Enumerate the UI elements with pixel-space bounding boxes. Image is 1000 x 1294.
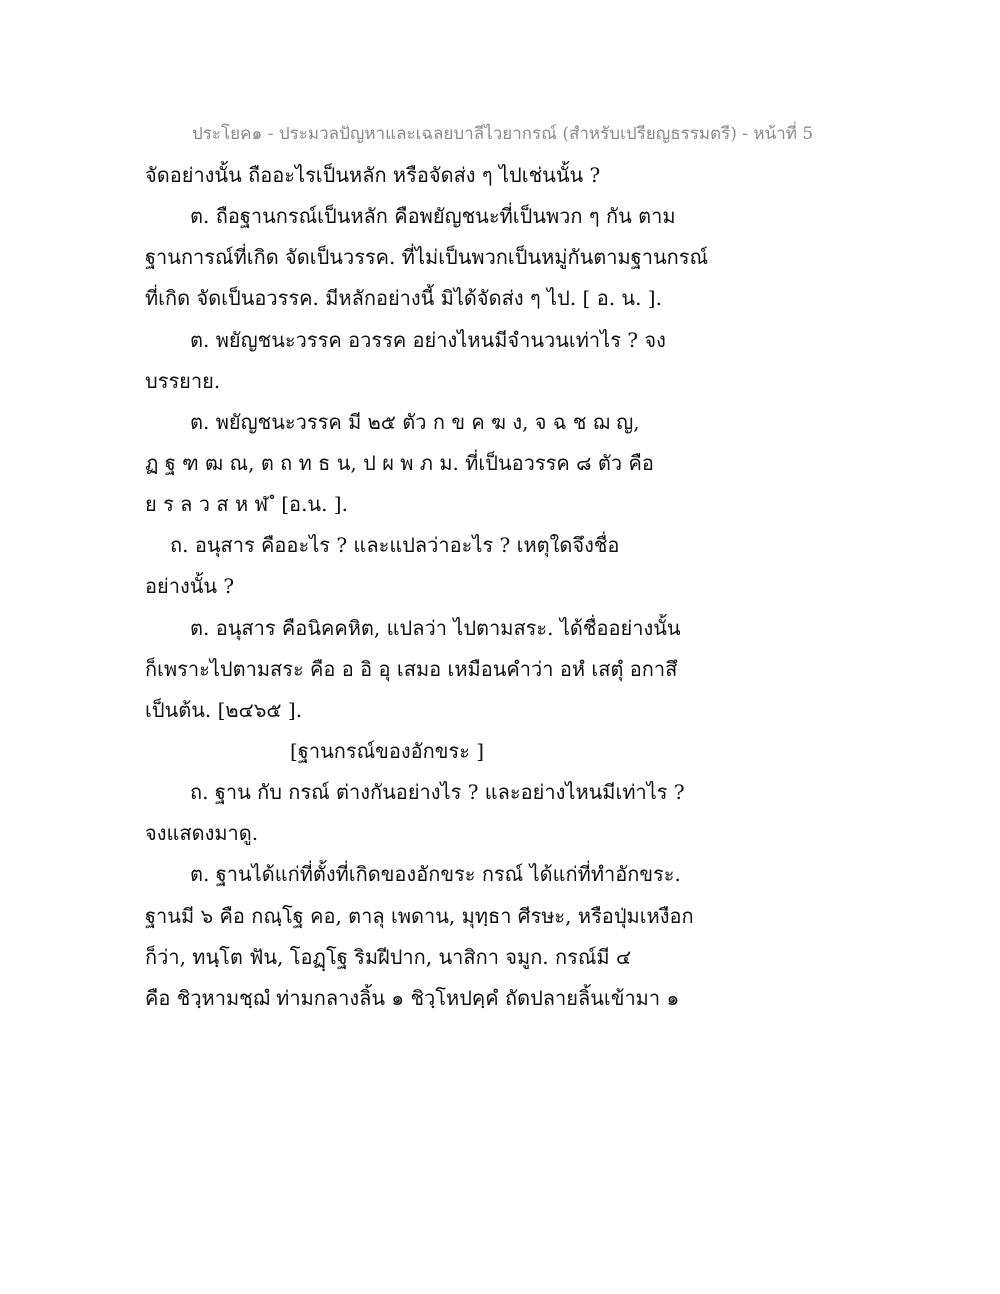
text-line: ถ. ฐาน กับ กรณ์ ต่างกันอย่างไร ? และอย่างไหนมีเท่าไร ? <box>190 780 685 804</box>
text-line: อย่างนั้น ? <box>145 574 235 598</box>
text-line: ต. พยัญชนะวรรค อวรรค อย่างไหนมีจำนวนเท่าไร ? จง <box>190 328 666 352</box>
text-line: ก็ว่า, ทนฺโต ฟัน, โอฏฺโฐ ริมฝีปาก, นาสิกา จมูก. กรณ์มี ๔ <box>145 945 632 969</box>
text-line: ฐานมี ๖ คือ กณฺโฐ คอ, ตาลุ เพดาน, มุทฺธา ศีรษะ, หรือปุ่มเหงือก <box>145 904 694 928</box>
text-line: ต. ถือฐานกรณ์เป็นหลัก คือพยัญชนะที่เป็นพวก ๆ กัน ตาม <box>190 204 676 228</box>
text-line: ย ร ล ว ส ห ฬ ํ [อ.น. ]. <box>145 492 348 516</box>
text-line: ที่เกิด จัดเป็นอวรรค. มีหลักอย่างนี้ มิได้จัดส่ง ๆ ไป. [ อ. น. ]. <box>145 286 662 310</box>
text-line: ก็เพราะไปตามสระ คือ อ อิ อุ เสมอ เหมือนคำว่า อหํ เสตุํ อกาสึ <box>145 657 678 681</box>
text-line: จงแสดงมาดู. <box>145 821 259 845</box>
text-line: ต. อนุสาร คือนิคคหิต, แปลว่า ไปตามสระ. ได้ชื่ออย่างนั้น <box>190 616 681 640</box>
section-heading: [ฐานกรณ์ของอักขระ ] <box>290 739 485 763</box>
text-line: ฐานการณ์ที่เกิด จัดเป็นวรรค. ที่ไม่เป็นพวกเป็นหมู่กันตามฐานกรณ์ <box>145 245 709 269</box>
text-line: ต. พยัญชนะวรรค มี ๒๕ ตัว ก ข ค ฆ ง, จ ฉ ช ฌ ญ, <box>190 410 640 434</box>
text-line: คือ ชิวฺหามชฺฌํ ท่ามกลางลิ้น ๑ ชิวฺโหปคฺคํ ถัดปลายลิ้นเข้ามา ๑ <box>145 986 680 1010</box>
text-line: เป็นต้น. [๒๔๖๕ ]. <box>145 698 303 722</box>
text-line: บรรยาย. <box>145 369 221 393</box>
text-line: ต. ฐานได้แก่ที่ตั้งที่เกิดของอักขระ กรณ์ ได้แก่ที่ทำอักขระ. <box>190 862 681 886</box>
text-line: ถ. อนุสาร คืออะไร ? และแปลว่าอะไร ? เหตุใดจึงชื่อ <box>170 533 620 557</box>
text-line: ฏ ฐ ฑ ฒ ณ, ต ถ ท ธ น, ป ผ พ ภ ม. ที่เป็นอวรรค ๘ ตัว คือ <box>145 451 654 475</box>
running-header: ประโยค๑ - ประมวลปัญหาและเฉลยบาลีไวยากรณ์ (สำหรับเปรียญธรรมตรี) - หน้าที่ 5 <box>192 124 814 144</box>
text-line: จัดอย่างนั้น ถืออะไรเป็นหลัก หรือจัดส่ง ๆ ไปเช่นนั้น ? <box>145 163 601 187</box>
